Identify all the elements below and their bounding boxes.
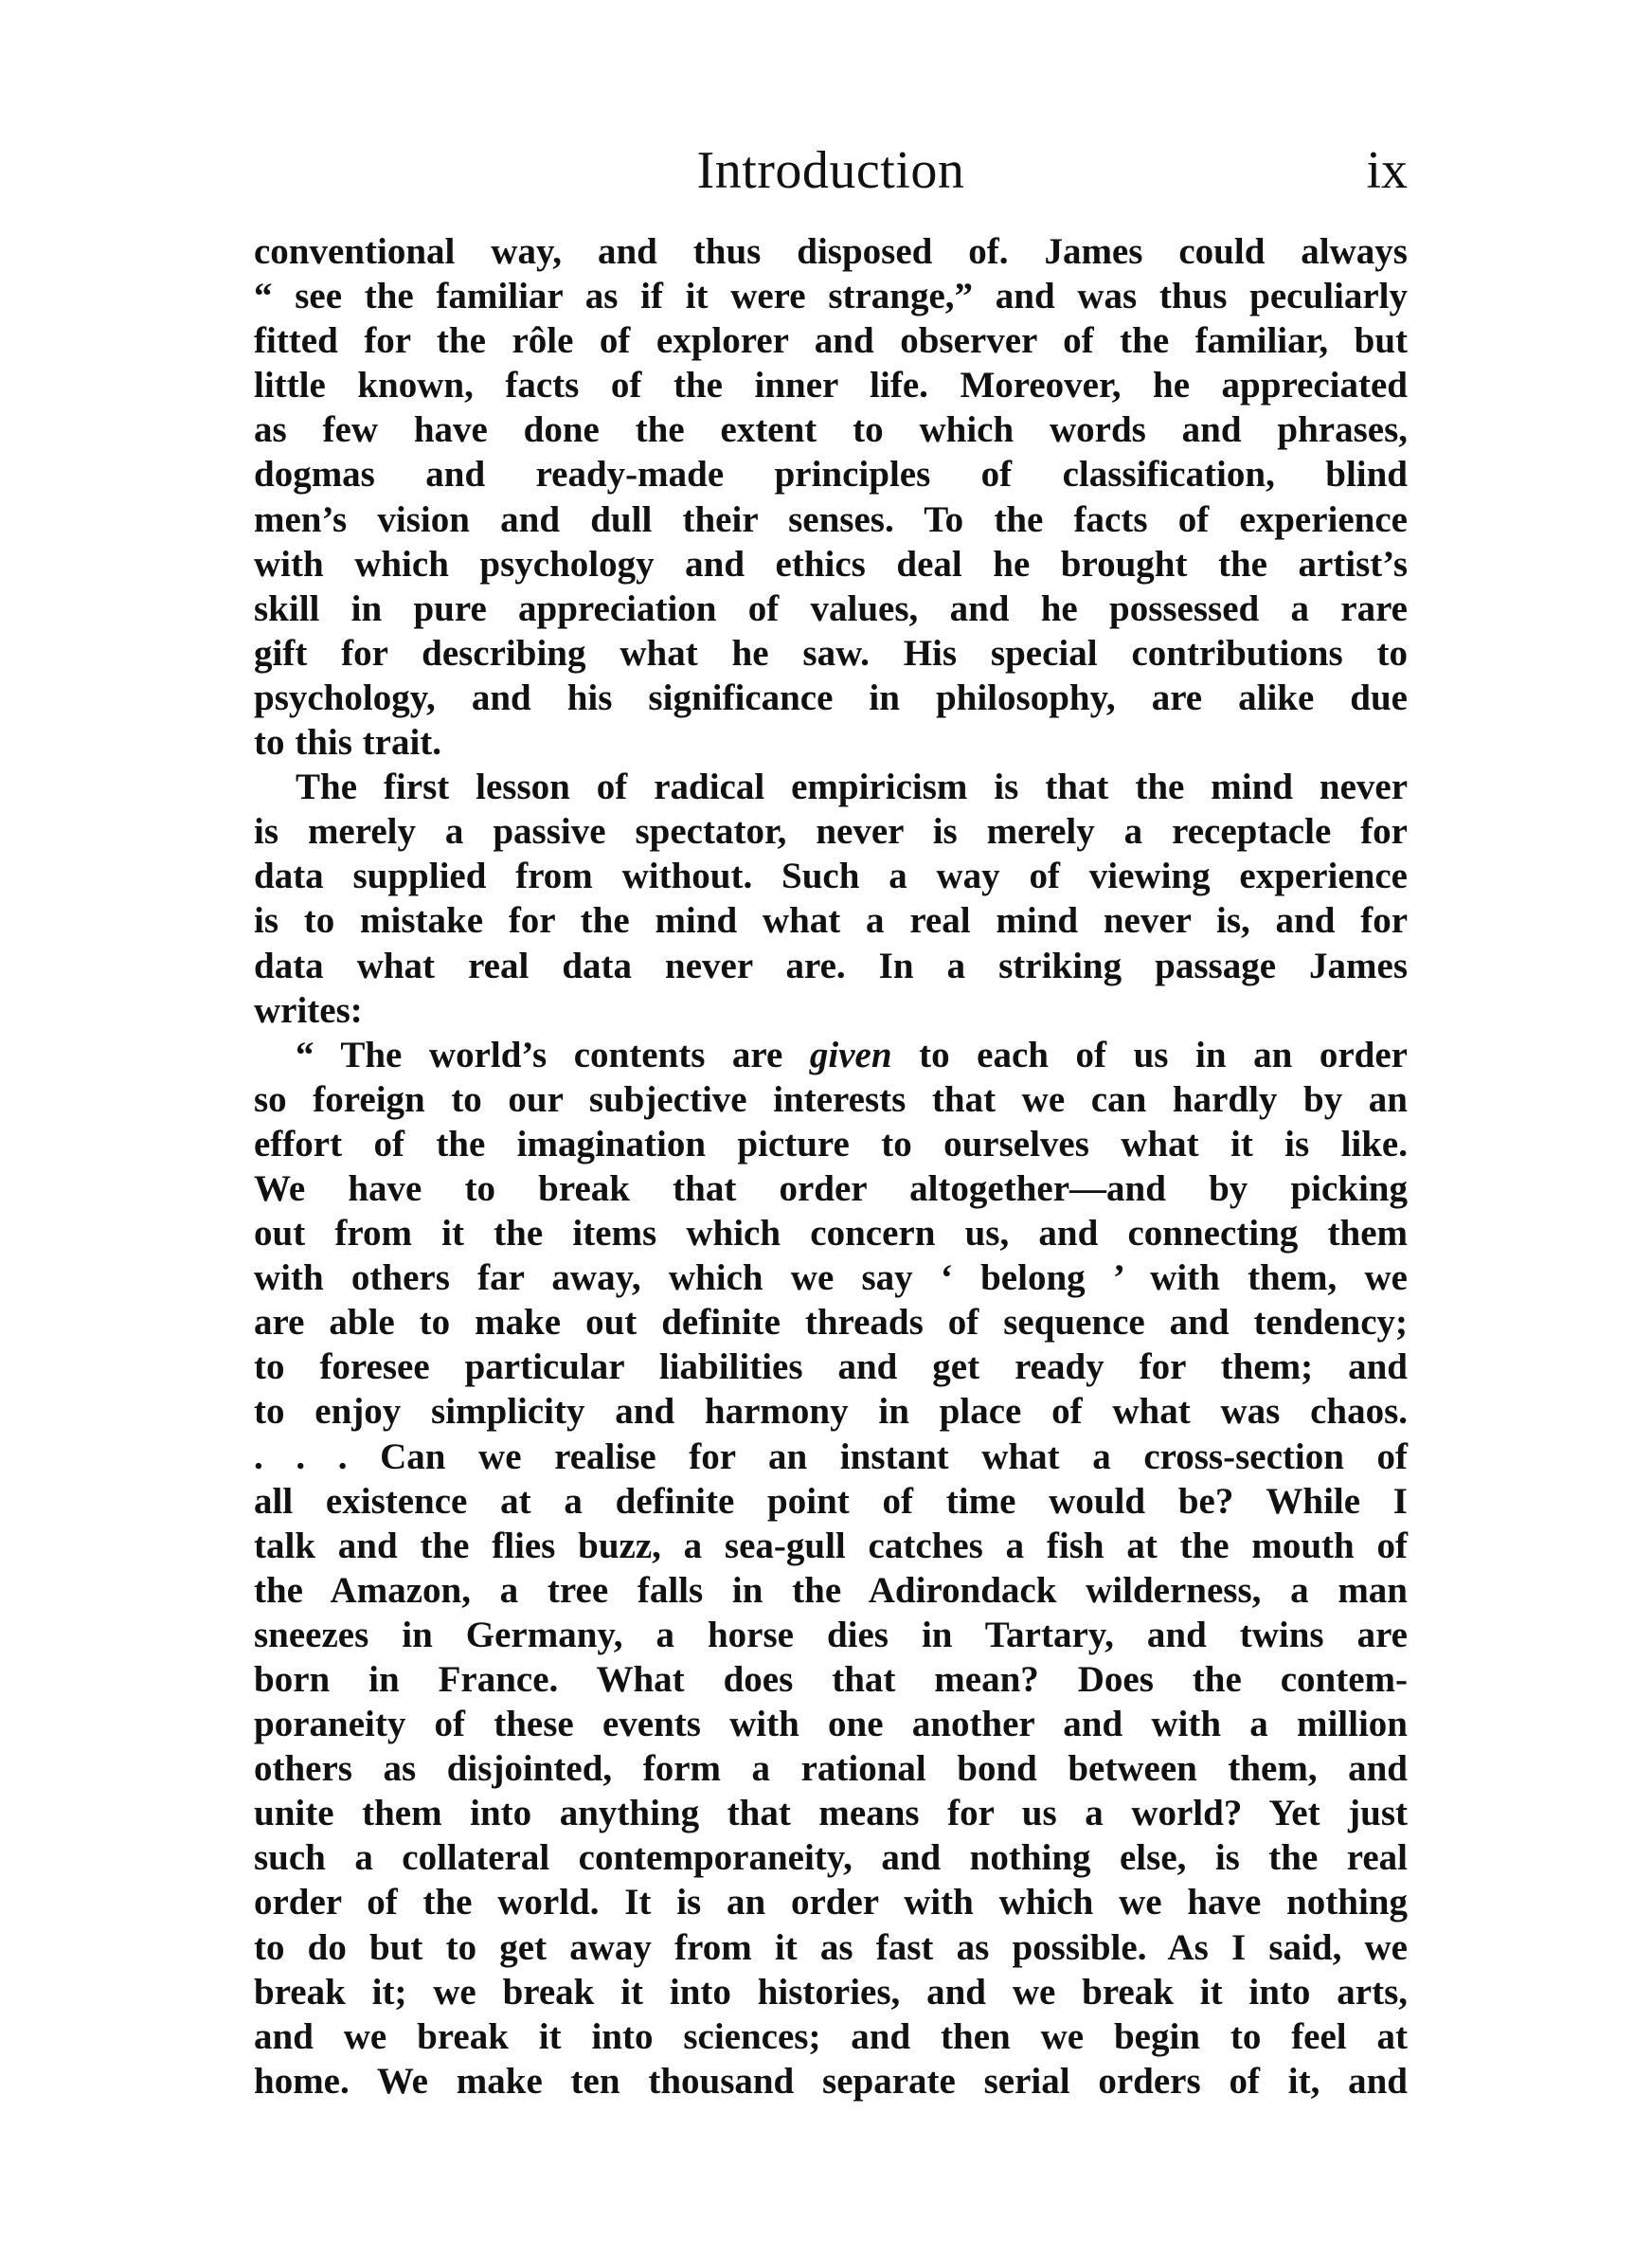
text-line: is to mistake for the mind what a real mind never is, and for [254,900,1408,942]
text-line: unite them into anything that means for us a world? Yet just [254,1793,1408,1834]
text-line: break it; we break it into histories, and we break it into arts, [254,1971,1408,2013]
text-line: to do but to get away from it as fast as possible. As I said, we [254,1926,1408,1968]
text-line: fitted for the rôle of explorer and observer of the familiar, but [254,320,1408,362]
text-line: conventional way, and thus disposed of. James could always [254,231,1408,272]
text-line: The first lesson of radical empiricism is that the mind never [296,767,1408,808]
text-fragment: “ The world’s contents are [296,1034,810,1075]
text-line: out from it the items which concern us, and connecting them [254,1213,1408,1255]
text-line: as few have done the extent to which words and phrases, [254,409,1408,451]
text-line: We have to break that order altogether—and by picking [254,1167,1408,1209]
text-line: such a collateral contemporaneity, and nothing else, is the real [254,1837,1408,1879]
paragraph-3-quotation [254,1033,1408,2104]
text-line: with others far away, which we say ‘ belong ’ with them, we [254,1257,1408,1299]
text-line: is merely a passive spectator, never is merely a receptacle for [254,811,1408,853]
text-line: writes: [254,989,363,1031]
text-line: skill in pure appreciation of values, and he possessed a rare [254,587,1408,629]
text-line: home. We make ten thousand separate serial orders of it, and [254,2060,1408,2102]
text-line [254,1033,1408,1077]
page-number: ix [1366,141,1408,200]
text-line: . . . Can we realise for an instant what a cross-section of [254,1435,1408,1477]
text-line: to foresee particular liabilities and get ready for them; and [254,1346,1408,1388]
text-line: and we break it into sciences; and then we begin to feel at [254,2015,1408,2057]
text-line: so foreign to our subjective interests that we can hardly by an [254,1078,1408,1120]
text-line: to this trait. [254,722,442,764]
text-line: dogmas and ready-made principles of classification, blind [254,454,1408,496]
text-line: others as disjointed, form a rational bond between them, and [254,1748,1408,1790]
text-line: the Amazon, a tree falls in the Adirondack wilderness, a man [254,1569,1408,1611]
text-line: “ see the familiar as if it were strange,” and was thus peculiarly [254,276,1408,317]
running-head [254,133,1408,208]
text-line: gift for describing what he saw. His special contributions to [254,632,1408,674]
text-line: talk and the flies buzz, a sea-gull catches a fish at the mouth of [254,1525,1408,1566]
text-line: born in France. What does that mean? Does the contem- [254,1659,1408,1700]
paragraph-2 [254,765,1408,1033]
italic-word: given [809,1034,892,1075]
body-text [254,229,1408,2104]
text-line: with which psychology and ethics deal he brought the artist’s [254,543,1408,585]
text-line: little known, facts of the inner life. Moreover, he appreciated [254,365,1408,406]
text-line: men’s vision and dull their senses. To the facts of experience [254,498,1408,540]
text-line: sneezes in Germany, a horse dies in Tartary, and twins are [254,1614,1408,1655]
text-line: data supplied from without. Such a way of viewing experience [254,856,1408,897]
text-line: all existence at a definite point of time would be? While I [254,1480,1408,1522]
text-line: effort of the imagination picture to ourselves what it is like. [254,1123,1408,1165]
text-line: data what real data never are. In a striking passage James [254,945,1408,986]
text-line: are able to make out definite threads of sequence and tendency; [254,1302,1408,1344]
chapter-title: Introduction [696,141,965,200]
text-line: psychology, and his significance in philosophy, are alike due [254,677,1408,718]
text-line: poraneity of these events with one another and with a million [254,1704,1408,1745]
paragraph-1 [254,229,1408,765]
text-fragment: to each of us in an order [891,1034,1408,1075]
text-line: order of the world. It is an order with which we have nothing [254,1882,1408,1923]
text-line: to enjoy simplicity and harmony in place of what was chaos. [254,1391,1408,1433]
